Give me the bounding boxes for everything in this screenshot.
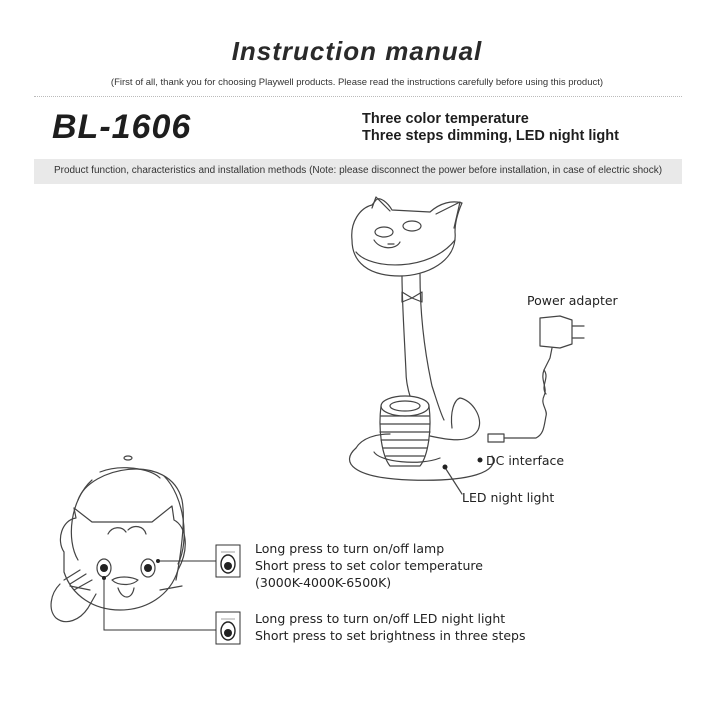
cat-closeup-icon [51, 456, 185, 622]
led-night-light-icon [380, 396, 430, 466]
label-power-adapter: Power adapter [527, 293, 618, 308]
label-led-night-light: LED night light [462, 490, 555, 505]
manual-title: Instruction manual [231, 36, 483, 66]
instruction-line: Short press to set color temperature [255, 558, 483, 573]
feature-color-temperature: Three color temperature [362, 111, 529, 127]
instruction-line: Long press to turn on/off lamp [255, 541, 445, 556]
lamp-button-instructions [255, 540, 483, 591]
manual-subtitle: (First of all, thank you for choosing Playwell products. Please read the instructions carefully before using this product) [110, 77, 604, 88]
night-light-button-instructions [255, 610, 525, 644]
feature-dimming: Three steps dimming, LED night light [362, 128, 619, 144]
lamp-cat-head-icon [352, 197, 462, 276]
power-adapter-icon [488, 316, 584, 442]
lamp-neck-icon [402, 274, 444, 420]
lamp-button-icon [216, 545, 240, 577]
instruction-line: Long press to turn on/off LED night light [255, 611, 506, 626]
instruction-line: Short press to set brightness in three steps [255, 628, 526, 643]
notice-text: Product function, characteristics and installation methods (Note: please disconnect the power before installation, in case of electric shock) [53, 165, 663, 176]
label-dc-interface: DC interface [486, 453, 565, 468]
night-light-button-icon [216, 612, 240, 644]
model-number: BL-1606 [52, 108, 192, 146]
lamp-base-icon [350, 398, 494, 480]
instruction-line: (3000K-4000K-6500K) [255, 575, 392, 590]
